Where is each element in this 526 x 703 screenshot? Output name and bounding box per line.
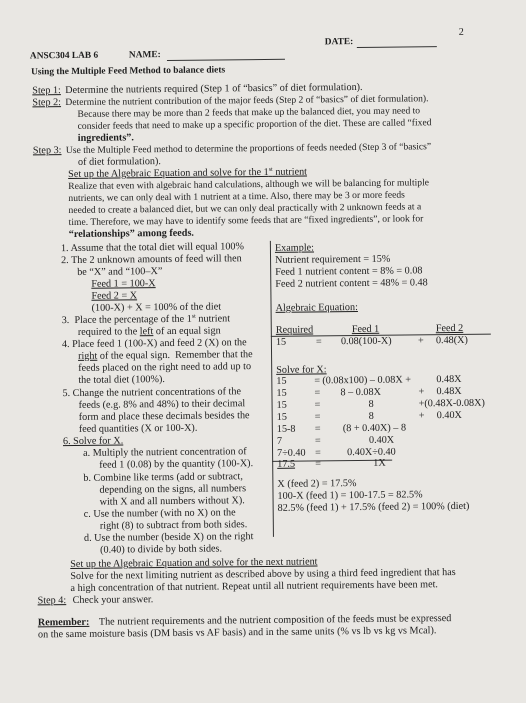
col-feed1: Feed 1 (351, 323, 380, 336)
step1-text: Determine the nutrients required (Step 1 of “basics” of diet formulation). (65, 81, 363, 97)
sub-c-line2: right (8) to subtract from both sides. (99, 519, 248, 532)
example-divider (270, 241, 274, 537)
solve-row-sign: = (314, 423, 321, 435)
solve-row-right: 0.48X (436, 385, 462, 398)
step3-line2: of diet formulation). (77, 156, 161, 168)
solve-row-middle: (8 + 0.40X) – 8 (342, 422, 407, 435)
solve-row-sign: = (314, 435, 321, 447)
para-line4: time. Therefore, we may have to identify some feeds that are “fixed ingredients”, or look for (68, 213, 424, 229)
item5-line3: form and place these decimals besides the (78, 410, 250, 423)
solve-row-left: 15 (276, 387, 287, 399)
solve-row-sign: = (314, 387, 321, 399)
solve-row-middle: 8 – 0.08X (340, 386, 381, 399)
page-number: 2 (458, 26, 464, 38)
solve-row-plus: + (418, 410, 425, 422)
sum-eq: (100-X) + X = 100% of the diet (91, 301, 222, 314)
step3-line1: Use the Multiple Feed method to determine the proportions of feeds needed (Step 3 of “basics” (65, 141, 432, 157)
setup-heading-first: Set up the Algebraic Equation and solve for the 1st nutrient (68, 166, 308, 181)
solve-row-left: 15 (276, 399, 287, 411)
solve-row-middle: 8 (368, 410, 374, 422)
solve-row-sign: = (315, 458, 322, 470)
item5-line4: feed quantities (X or 100-X). (78, 422, 198, 435)
solve-row-right: 0.40X (436, 409, 462, 422)
solve-row-left: 17.5 (277, 458, 296, 470)
remember-label: Remember: (37, 616, 90, 629)
item3-line1: 3. Place the percentage of the 1st nutrient (61, 313, 231, 327)
eq-feed1: 0.08(100-X) (340, 335, 392, 348)
item5-line1: 5. Change the nutrient concentrations of the (62, 386, 242, 400)
item3-line2: required to the left of an equal sign (77, 325, 221, 338)
step2-line3: consider feeds that need to make up a specific proportion of the diet. These are called “fixed (77, 117, 432, 132)
solve-row-sign: = (314, 399, 321, 411)
sub-b-line1: b. Combine like terms (add or subtract, (83, 471, 243, 484)
step4-text: Check your answer. (72, 594, 154, 607)
feed1-content: Feed 1 nutrient content = 8% = 0.08 (275, 265, 423, 278)
solve-row-right: +(0.48X-0.08X) (418, 397, 485, 410)
feed2-eq: Feed 2 = X (91, 290, 138, 302)
solve-row-middle: 0.40X÷0.40 (347, 446, 396, 459)
para-line5: “relationships” among feeds. (68, 227, 195, 241)
sub-a-line2: feed 1 (0.08) by the quantity (100-X). (99, 458, 254, 471)
item2-line2: be “X” and “100–X” (77, 266, 163, 278)
item2-line1: 2. The 2 unknown amounts of feed will then (60, 253, 242, 267)
result-total: 82.5% (feed 1) + 17.5% (feed 2) = 100% (diet) (277, 500, 470, 514)
solve-row-left: 15 (276, 375, 287, 387)
item4-line2: right of the equal sign. Remember that the (77, 349, 253, 362)
course-code: ANSC304 LAB 6 (29, 50, 99, 62)
solve-row-middle: 0.40X (368, 434, 395, 446)
solve-row-right: 0.48X (436, 373, 462, 386)
sub-a-line1: a. Multiply the nutrient concentration of (83, 446, 247, 459)
step1-label: Step 1: (32, 85, 61, 97)
solve-row-plus: + (418, 386, 425, 398)
eq-sign: = (315, 336, 322, 348)
solve-row-left: 15 (276, 411, 287, 423)
algebraic-heading: Algebraic Equation: (275, 302, 358, 314)
solve-row-sign: = (314, 411, 321, 423)
example-heading: Example: (274, 242, 315, 254)
col-feed2: Feed 2 (435, 322, 464, 335)
item1: 1. Assume that the total diet will equal 100% (60, 241, 245, 255)
next-line1: Solve for the next limiting nutrient as described above by using a third feed ingredient that has (70, 566, 456, 583)
item6: 6. Solve for X. (62, 435, 124, 448)
sub-d-line1: d. Use the number (beside X) on the right (83, 531, 254, 544)
setup-heading-next: Set up the Algebraic Equation and solve for the next nutrient (70, 556, 318, 571)
solve-row-left: 7÷0.40 (277, 447, 306, 459)
page-subtitle: Using the Multiple Feed Method to balance diets (31, 65, 226, 78)
next-line2: a high concentration of that nutrient. Repeat until all nutrient requirements have been met. (70, 579, 439, 595)
eq-feed2: 0.48(X) (435, 334, 468, 347)
result-feed2: X (feed 2) = 17.5% (277, 478, 357, 490)
remember-line1: The nutrient requirements and the nutrient composition of the feeds must be expressed (98, 613, 452, 628)
item5-line2: feeds (e.g. 8% and 48%) to their decimal (78, 398, 246, 411)
sub-d-line2: (0.40) to divide by both sides. (100, 543, 223, 556)
solve-row-left: 7 (276, 435, 283, 447)
para-line1: Realize that even with algebraic hand calculations, although we will be balancing for multiple (68, 177, 430, 193)
step2-label: Step 2: (32, 97, 62, 109)
name-line (167, 59, 285, 61)
step2-line1: Determine the nutrient contribution of the major feeds (Step 2 of “basics” of diet formulation). (65, 93, 429, 109)
item4-line4: the total diet (100%). (78, 374, 165, 386)
sub-b-line3: with X and all numbers without X). (99, 495, 245, 508)
step2-line2: Because there may be more than 2 feeds that make up the balanced diet, you may need to (77, 105, 421, 120)
remember-line2: on the same moisture basis (DM basis vs AF basis) and in the same units (% vs lb vs kg vs Mcal). (37, 625, 437, 641)
sub-b-line2: depending on the signs, all numbers (99, 483, 247, 496)
sub-c-line1: c. Use the number (with no X) on the (83, 507, 236, 520)
result-feed1: 100-X (feed 1) = 100-17.5 = 82.5% (277, 489, 423, 502)
step3-label: Step 3: (32, 145, 62, 157)
nutrient-requirement: Nutrient requirement = 15% (275, 253, 391, 266)
date-line (357, 46, 437, 48)
feed1-eq: Feed 1 = 100-X (91, 278, 156, 290)
eq-left: 15 (275, 336, 287, 348)
col-required: Required (275, 324, 314, 336)
para-line3: needed to create a balanced diet, but we can only deal practically with 2 unknown feeds at a (68, 201, 422, 217)
solve-row-sign: = (315, 447, 321, 459)
solve-row-sign: = (314, 375, 321, 387)
solve-row-middle: (0.08x100) – 0.08X + (322, 374, 412, 387)
feed2-content: Feed 2 nutrient content = 48% = 0.48 (275, 277, 428, 290)
item4-line3: feeds placed on the right need to add up to (78, 361, 252, 374)
item4-line1: 4. Place feed 1 (100-X) and feed 2 (X) on the (61, 337, 247, 351)
solve-row-middle: 8 (368, 398, 374, 410)
name-label: NAME: (128, 50, 161, 61)
date-label: DATE: (324, 37, 354, 48)
solve-heading: Solve for X: (276, 364, 327, 376)
eq-plus: + (417, 335, 424, 347)
solve-row-left: 15-8 (276, 423, 296, 435)
solve-row-middle: 1X (373, 457, 386, 469)
para-line2: nutrients, we can only deal with 1 nutrient at a time. Also, there may be 3 or more feeds (68, 189, 405, 205)
step2-line4: ingredients”. (77, 132, 134, 144)
step4-label: Step 4: (37, 595, 67, 607)
